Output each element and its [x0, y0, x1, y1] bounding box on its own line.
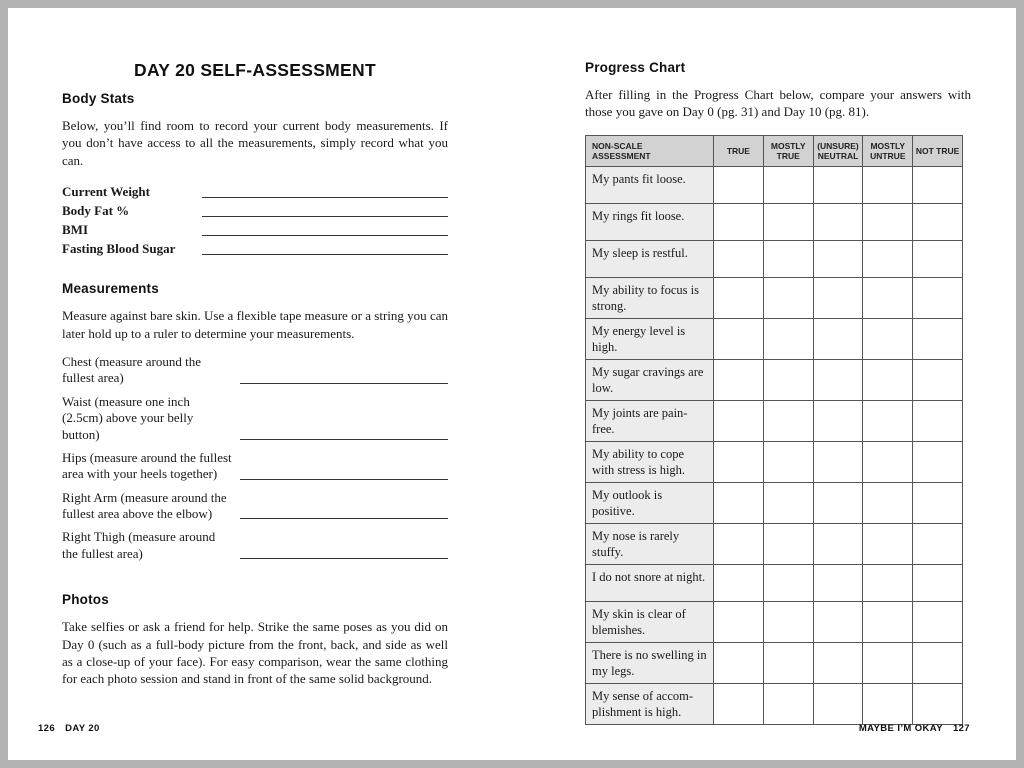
answer-cell [913, 401, 963, 442]
answer-cell [863, 643, 913, 684]
answer-cell [813, 524, 863, 565]
progress-chart-heading: Progress Chart [585, 60, 686, 75]
table-row [586, 442, 963, 483]
measurement-label: Waist (measure one inch (2.5cm) above your belly button) [62, 393, 194, 442]
answer-cell [714, 524, 764, 565]
fill-in-line [240, 518, 448, 519]
assessment-label: My sleep is restful. [586, 241, 714, 278]
answer-cell [813, 360, 863, 401]
answer-cell [714, 483, 764, 524]
assessment-label: My joints are pain-free. [586, 401, 714, 442]
answer-cell [863, 401, 913, 442]
answer-cell [813, 565, 863, 602]
answer-cell [913, 278, 963, 319]
fill-in-line [240, 383, 448, 384]
table-header-cell: MOSTLY TRUE [763, 135, 813, 166]
measurement-label: Chest (measure around the fullest area) [62, 354, 201, 386]
measurement-row [62, 529, 448, 562]
answer-cell [913, 204, 963, 241]
assessment-label: My ability to focus is strong. [586, 278, 714, 319]
answer-cell [714, 241, 764, 278]
answer-cell [763, 684, 813, 725]
answer-cell [863, 684, 913, 725]
answer-cell [913, 319, 963, 360]
body-stat-label: Current Weight [62, 184, 150, 200]
table-row [586, 278, 963, 319]
right-page-number: 127 [952, 723, 970, 734]
measurement-row [62, 354, 448, 387]
measurements-heading: Measurements [62, 281, 159, 297]
answer-cell [913, 524, 963, 565]
assessment-label: My sense of accom-plishment is high. [586, 684, 714, 725]
answer-cell [863, 278, 913, 319]
table-row [586, 167, 963, 204]
table-header-row [586, 135, 963, 166]
table-row [586, 360, 963, 401]
progress-chart-table [585, 135, 963, 725]
answer-cell [913, 483, 963, 524]
answer-cell [714, 565, 764, 602]
answer-cell [913, 565, 963, 602]
page-title: DAY 20 SELF-ASSESSMENT [134, 60, 376, 80]
assessment-label: My sugar cravings are low. [586, 360, 714, 401]
answer-cell [813, 401, 863, 442]
right-running-head: MAYBE I’M OKAY [858, 723, 943, 734]
assessment-label: I do not snore at night. [586, 565, 714, 602]
answer-cell [863, 167, 913, 204]
answer-cell [813, 602, 863, 643]
answer-cell [813, 442, 863, 483]
measurement-label: Right Thigh (measure around the fullest area) [62, 529, 216, 561]
answer-cell [813, 204, 863, 241]
answer-cell [813, 241, 863, 278]
fill-in-line [202, 179, 448, 198]
answer-cell [763, 565, 813, 602]
answer-cell [863, 204, 913, 241]
body-stat-label: Fasting Blood Sugar [62, 241, 176, 257]
table-header-cell: TRUE [714, 135, 764, 166]
book-spread [8, 8, 1016, 760]
assessment-label: My outlook is positive. [586, 483, 714, 524]
measurement-label: Right Arm (measure around the fullest area above the elbow) [62, 489, 227, 522]
table-header-text: NON-SCALE ASSESSMENT [592, 140, 651, 161]
answer-cell [813, 483, 863, 524]
fill-in-line [202, 198, 448, 217]
answer-cell [763, 167, 813, 204]
answer-cell [763, 360, 813, 401]
fill-in-line [240, 558, 448, 559]
table-row [586, 684, 963, 725]
measurement-label: Hips (measure around the fullest area with your heels together) [62, 449, 232, 482]
table-row [586, 565, 963, 602]
answer-cell [763, 319, 813, 360]
answer-cell [763, 401, 813, 442]
assessment-label: My rings fit loose. [586, 204, 714, 241]
assessment-label: My ability to cope with stress is high. [586, 442, 714, 483]
measurement-row [62, 490, 448, 523]
answer-cell [913, 442, 963, 483]
answer-cell [863, 442, 913, 483]
answer-cell [714, 643, 764, 684]
answer-cell [714, 278, 764, 319]
body-stat-label: BMI [62, 222, 88, 238]
body-stats-heading: Body Stats [62, 91, 135, 106]
answer-cell [863, 565, 913, 602]
answer-cell [763, 524, 813, 565]
table-row [586, 483, 963, 524]
body-stats-intro: Below, you’ll find room to record your current body measurements. If you don’t have access to all the measurements, simply record what you can. [62, 118, 448, 168]
fill-in-line [202, 217, 448, 236]
answer-cell [863, 319, 913, 360]
right-page-column [585, 60, 971, 725]
measurement-row [62, 394, 448, 443]
measurement-row [62, 450, 448, 483]
fill-in-line [202, 236, 448, 255]
answer-cell [863, 602, 913, 643]
assessment-label: My nose is rarely stuffy. [586, 524, 714, 565]
answer-cell [763, 602, 813, 643]
left-running-head: DAY 20 [65, 723, 100, 734]
body-stat-row [62, 238, 448, 257]
table-row [586, 401, 963, 442]
measurements-intro: Measure against bare skin. Use a flexible tape measure or a string you can later hold up to a ruler to determine your measurements. [62, 308, 448, 341]
body-stat-label: Body Fat % [62, 203, 130, 219]
answer-cell [714, 360, 764, 401]
answer-cell [813, 319, 863, 360]
fill-in-line [240, 479, 448, 480]
body-stats-fields [62, 181, 448, 257]
answer-cell [863, 241, 913, 278]
answer-cell [714, 602, 764, 643]
answer-cell [714, 167, 764, 204]
table-header-cell: (UNSURE) NEUTRAL [813, 135, 863, 166]
answer-cell [863, 524, 913, 565]
answer-cell [763, 643, 813, 684]
right-page-footer [859, 723, 970, 734]
left-page-footer [38, 723, 100, 734]
answer-cell [913, 684, 963, 725]
table-row [586, 643, 963, 684]
answer-cell [763, 241, 813, 278]
table-row [586, 204, 963, 241]
measurement-fields [62, 354, 448, 562]
table-row [586, 241, 963, 278]
assessment-label: There is no swelling in my legs. [586, 643, 714, 684]
answer-cell [714, 319, 764, 360]
photos-heading: Photos [62, 592, 109, 608]
table-header-cell: NOT TRUE [913, 135, 963, 166]
left-page-number: 126 [38, 723, 56, 734]
table-header-cell: MOSTLY UNTRUE [863, 135, 913, 166]
answer-cell [913, 241, 963, 278]
answer-cell [763, 278, 813, 319]
answer-cell [763, 204, 813, 241]
answer-cell [913, 167, 963, 204]
progress-chart-intro: After filling in the Progress Chart below, compare your answers with those you gave on Day 0 (pg. 31) and Day 10 (pg. 81). [585, 87, 971, 120]
answer-cell [714, 401, 764, 442]
answer-cell [913, 602, 963, 643]
fill-in-line [240, 439, 448, 440]
answer-cell [714, 442, 764, 483]
answer-cell [714, 204, 764, 241]
answer-cell [763, 442, 813, 483]
answer-cell [913, 360, 963, 401]
answer-cell [863, 483, 913, 524]
answer-cell [813, 278, 863, 319]
assessment-label: My pants fit loose. [586, 167, 714, 204]
answer-cell [813, 684, 863, 725]
photos-intro: Take selfies or ask a friend for help. Strike the same poses as you did on Day 0 (such as a full-body picture from the front, back, and side as well as a close-up of your face). For easy comparison, wear the same clothing for each photo session and stand in front of the same solid background. [62, 619, 448, 687]
table-row [586, 602, 963, 643]
table-row [586, 524, 963, 565]
left-page-column [62, 60, 448, 700]
answer-cell [913, 643, 963, 684]
assessment-label: My skin is clear of blemishes. [586, 602, 714, 643]
answer-cell [714, 684, 764, 725]
assessment-label: My energy level is high. [586, 319, 714, 360]
answer-cell [813, 167, 863, 204]
answer-cell [813, 643, 863, 684]
answer-cell [863, 360, 913, 401]
answer-cell [763, 483, 813, 524]
table-row [586, 319, 963, 360]
table-header-cell [586, 135, 714, 166]
